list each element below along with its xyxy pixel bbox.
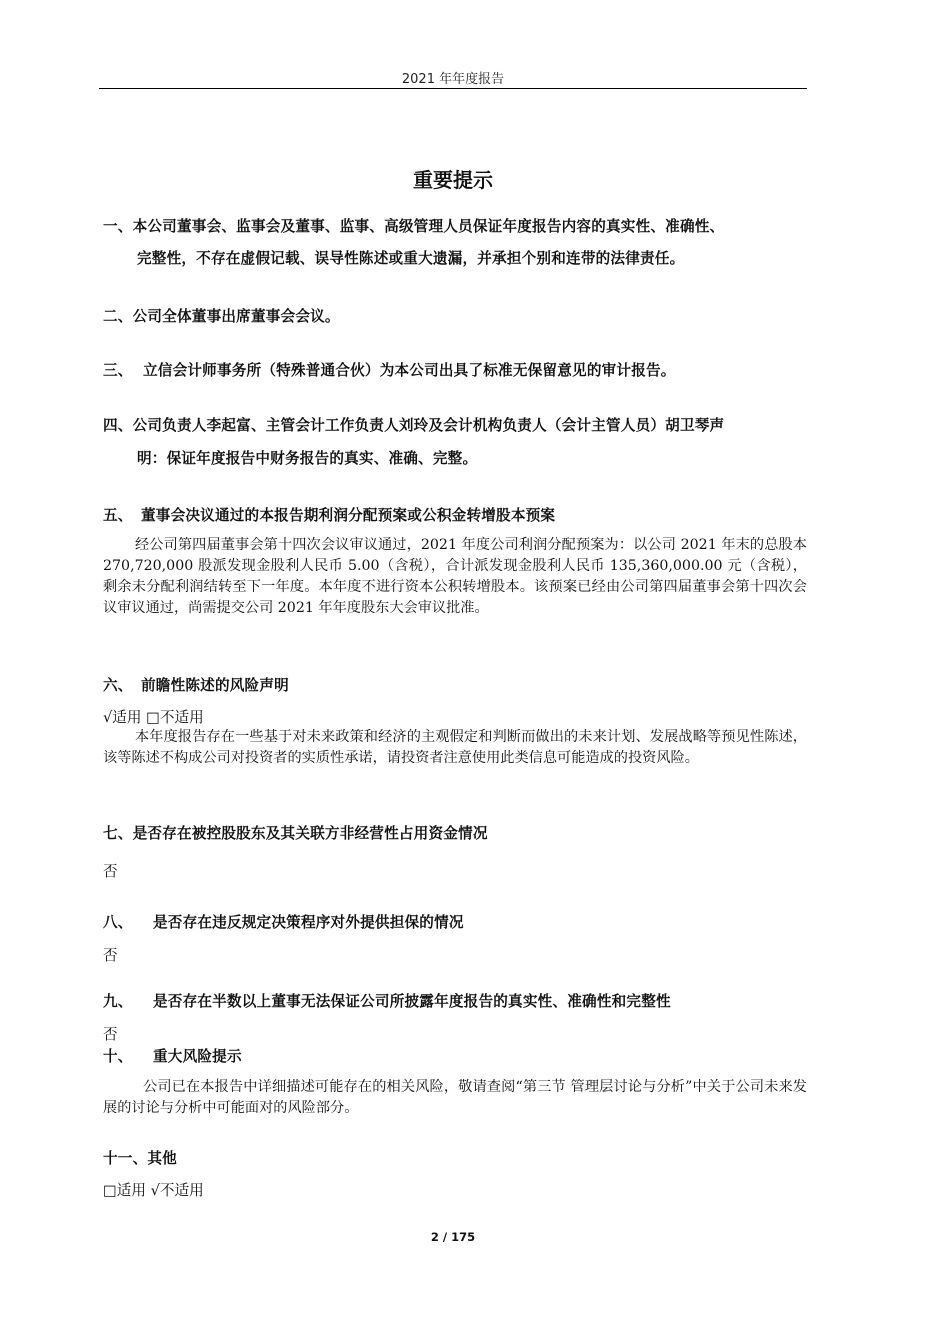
- item-3-heading: [103, 359, 676, 380]
- item-4-heading: [103, 414, 724, 435]
- item-number: 五、: [103, 507, 133, 524]
- item-text: 本公司董事会、监事会及董事、监事、高级管理人员保证年度报告内容的真实性、准确性、: [132, 218, 725, 235]
- item-8-heading: [103, 911, 464, 932]
- item-1-heading: [103, 215, 724, 236]
- item-9-heading: [103, 990, 671, 1011]
- item-text: 是否存在违反规定决策程序对外提供担保的情况: [153, 914, 464, 931]
- item-2-heading: [103, 305, 340, 326]
- item-text: 其他: [147, 1150, 177, 1167]
- item-text: 前瞻性陈述的风险声明: [141, 677, 289, 694]
- item-9-answer: 否: [103, 1026, 118, 1043]
- item-text: 是否存在半数以上董事无法保证公司所披露年度报告的真实性、准确性和完整性: [153, 993, 671, 1010]
- item-number: 一、: [103, 218, 133, 235]
- item-11-heading: [103, 1147, 177, 1168]
- header-divider: [99, 88, 807, 89]
- item-number: 十一、: [103, 1150, 148, 1167]
- item-number: 三、: [103, 362, 133, 379]
- item-text: 公司全体董事出席董事会会议。: [132, 308, 340, 325]
- item-text: 董事会决议通过的本报告期利润分配预案或公积金转增股本预案: [141, 507, 556, 524]
- item-8-answer: 否: [103, 947, 118, 964]
- item-text: 是否存在被控股股东及其关联方非经营性占用资金情况: [132, 825, 488, 842]
- item-4-heading-line2: 明：保证年度报告中财务报告的真实、准确、完整。: [137, 450, 478, 467]
- item-6-heading: [103, 674, 289, 695]
- item-number: 二、: [103, 308, 133, 325]
- item-6-body: 本年度报告存在一些基于对未来政策和经济的主观假定和判断而做出的未来计划、发展战略等预见性陈述，该等陈述不构成公司对投资者的实质性承诺，请投资者注意使用此类信息可能造成的投资风险。: [103, 729, 807, 766]
- item-7-answer: 否: [103, 863, 118, 880]
- page-number: 2 / 175: [430, 1230, 476, 1244]
- page-title: 重要提示: [413, 168, 493, 192]
- item-10-heading: [103, 1045, 242, 1066]
- item-text: 立信会计师事务所（特殊普通合伙）为本公司出具了标准无保留意见的审计报告。: [143, 362, 676, 379]
- item-number: 六、: [103, 677, 133, 694]
- item-number: 七、: [103, 825, 133, 842]
- item-number: 十、: [103, 1048, 133, 1065]
- item-7-heading: [103, 822, 488, 843]
- item-text: 重大风险提示: [153, 1048, 242, 1065]
- item-6-applicability: √适用 □不适用: [103, 709, 204, 726]
- item-10-body: 公司已在本报告中详细描述可能存在的相关风险，敬请查阅“第三节 管理层讨论与分析”中关于公司未来发展的讨论与分析中可能面对的风险部分。: [103, 1079, 807, 1116]
- item-5-heading: [103, 504, 555, 525]
- item-5-body: 经公司第四届董事会第十四次会议审议通过，2021 年度公司利润分配预案为：以公司 2021 年末的总股本 270,720,000 股派发现金股利人民币 5.00（含税），合计派发现金股利人民币 135,360,000.00 元（含税），剩余未分配利润结转至下一年度。本年度不进行资本公积转增股本。该预案已经由公司第四届董事会第十四次会议审议通过，尚需提交公司 2021 年年度股东大会审议批准。: [103, 537, 807, 616]
- item-text: 公司负责人李起富、主管会计工作负责人刘玲及会计机构负责人（会计主管人员）胡卫琴声: [132, 417, 725, 434]
- item-1-heading-line2: 完整性，不存在虚假记载、误导性陈述或重大遗漏，并承担个别和连带的法律责任。: [137, 250, 685, 267]
- item-number: 九、: [103, 993, 133, 1010]
- item-number: 四、: [103, 417, 133, 434]
- report-header-title: 2021 年年度报告: [401, 72, 505, 87]
- item-number: 八、: [103, 914, 133, 931]
- item-11-applicability: □适用 √不适用: [103, 1182, 204, 1199]
